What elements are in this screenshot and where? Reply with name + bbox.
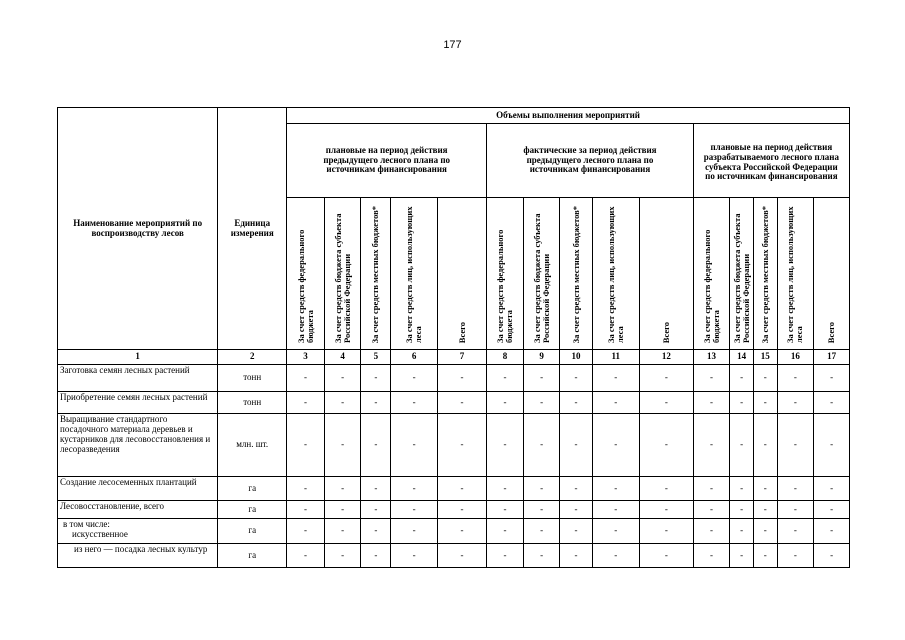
row-value: - bbox=[287, 544, 325, 568]
row-value: - bbox=[523, 501, 560, 519]
row-value: - bbox=[592, 501, 639, 519]
row-value: - bbox=[391, 414, 437, 477]
row-value: - bbox=[523, 414, 560, 477]
row-name-text: Приобретение семян лесных растений bbox=[60, 392, 208, 402]
column-number: 3 bbox=[287, 350, 325, 365]
page-number: 177 bbox=[443, 39, 462, 51]
column-number: 5 bbox=[361, 350, 391, 365]
row-value: - bbox=[777, 414, 814, 477]
row-value: - bbox=[730, 519, 754, 544]
row-value: - bbox=[639, 477, 693, 501]
row-value: - bbox=[592, 477, 639, 501]
header-source-regional: За счет средств бюджета субъекта Российской Федерации bbox=[531, 213, 551, 344]
row-value: - bbox=[523, 544, 560, 568]
row-value: - bbox=[639, 365, 693, 392]
header-volumes: Объемы выполнения мероприятий bbox=[287, 108, 850, 124]
row-value: - bbox=[287, 477, 325, 501]
row-value: - bbox=[361, 501, 391, 519]
row-value: - bbox=[730, 544, 754, 568]
row-value: - bbox=[560, 392, 592, 414]
header-source-regional: За счет средств бюджета субъекта Российской Федерации bbox=[332, 213, 352, 344]
row-value: - bbox=[437, 501, 486, 519]
row-value: - bbox=[777, 501, 814, 519]
row-value: - bbox=[730, 414, 754, 477]
row-value: - bbox=[777, 477, 814, 501]
row-value: - bbox=[730, 501, 754, 519]
reforestation-table bbox=[57, 107, 850, 568]
row-value: - bbox=[324, 392, 361, 414]
table-row bbox=[58, 392, 850, 414]
row-value: - bbox=[639, 519, 693, 544]
column-number: 8 bbox=[487, 350, 524, 365]
row-value: - bbox=[391, 477, 437, 501]
row-value: - bbox=[592, 414, 639, 477]
header-source-users: За счет средств лиц, использующих леса bbox=[404, 206, 424, 344]
row-value: - bbox=[361, 477, 391, 501]
row-value: - bbox=[361, 414, 391, 477]
row-value: - bbox=[753, 477, 777, 501]
header-source-federal: За счет средств федерального бюджета bbox=[495, 229, 514, 344]
column-number: 4 bbox=[324, 350, 361, 365]
row-name-text: из него — посадка лесных культур bbox=[74, 544, 208, 554]
row-value: - bbox=[777, 392, 814, 414]
row-value: - bbox=[777, 519, 814, 544]
row-name-text: Лесовосстановление, всего bbox=[60, 501, 165, 511]
header-group-actual-previous: фактические за период действия предыдущего лесного плана по источникам финансирования bbox=[487, 124, 694, 198]
row-value: - bbox=[437, 365, 486, 392]
column-number: 7 bbox=[437, 350, 486, 365]
header-source-federal: За счет средств федерального бюджета bbox=[701, 229, 721, 344]
table-row bbox=[58, 519, 850, 544]
row-name bbox=[58, 414, 218, 477]
row-value: - bbox=[523, 519, 560, 544]
row-value: - bbox=[391, 365, 437, 392]
row-unit: га bbox=[218, 519, 287, 544]
row-value: - bbox=[693, 365, 730, 392]
column-number: 2 bbox=[218, 350, 287, 365]
header-group-planned-current: плановые на период действия разрабатываемого лесного плана субъекта Российской Федерации по источникам финансирования bbox=[693, 124, 849, 198]
row-value: - bbox=[777, 365, 814, 392]
header-source-users: За счет средств лиц, использующих леса bbox=[605, 206, 625, 344]
row-value: - bbox=[560, 544, 592, 568]
row-name-text: Создание лесосеменных плантаций bbox=[60, 477, 197, 487]
row-value: - bbox=[287, 519, 325, 544]
row-value: - bbox=[753, 519, 777, 544]
row-value: - bbox=[324, 501, 361, 519]
row-value: - bbox=[693, 544, 730, 568]
header-source-total: Всего bbox=[456, 321, 467, 344]
header-source-users: За счет средств лиц, использующих леса bbox=[785, 206, 805, 344]
row-value: - bbox=[753, 501, 777, 519]
row-value: - bbox=[753, 365, 777, 392]
row-value: - bbox=[639, 414, 693, 477]
row-value: - bbox=[361, 392, 391, 414]
row-value: - bbox=[324, 414, 361, 477]
column-number: 10 bbox=[560, 350, 592, 365]
header-source-total: Всего bbox=[826, 321, 837, 344]
row-value: - bbox=[487, 365, 524, 392]
row-value: - bbox=[287, 392, 325, 414]
row-value: - bbox=[487, 414, 524, 477]
table-row bbox=[58, 414, 850, 477]
row-value: - bbox=[487, 477, 524, 501]
row-unit: млн. шт. bbox=[218, 414, 287, 477]
row-value: - bbox=[592, 544, 639, 568]
row-value: - bbox=[814, 365, 850, 392]
column-number: 6 bbox=[391, 350, 437, 365]
row-unit: тонн bbox=[218, 392, 287, 414]
column-number: 13 bbox=[693, 350, 730, 365]
row-value: - bbox=[560, 365, 592, 392]
row-value: - bbox=[487, 501, 524, 519]
row-value: - bbox=[437, 544, 486, 568]
row-value: - bbox=[324, 365, 361, 392]
row-value: - bbox=[592, 519, 639, 544]
row-value: - bbox=[814, 544, 850, 568]
row-value: - bbox=[814, 414, 850, 477]
row-value: - bbox=[814, 519, 850, 544]
row-value: - bbox=[437, 392, 486, 414]
row-value: - bbox=[693, 501, 730, 519]
table-row bbox=[58, 477, 850, 501]
header-source-regional: За счет средств бюджета субъекта Российской Федерации bbox=[731, 213, 751, 344]
column-number: 16 bbox=[777, 350, 814, 365]
row-value: - bbox=[730, 365, 754, 392]
column-number: 11 bbox=[592, 350, 639, 365]
row-value: - bbox=[391, 544, 437, 568]
row-value: - bbox=[437, 477, 486, 501]
header-name: Наименование мероприятий по воспроизводству лесов bbox=[58, 108, 218, 350]
row-name-line: в том числе: bbox=[63, 519, 110, 529]
table-row bbox=[58, 365, 850, 392]
column-number: 9 bbox=[523, 350, 560, 365]
row-value: - bbox=[814, 392, 850, 414]
header-source-local: За счет средств местных бюджетов* bbox=[370, 205, 381, 344]
row-value: - bbox=[639, 544, 693, 568]
row-value: - bbox=[361, 365, 391, 392]
row-value: - bbox=[753, 392, 777, 414]
row-value: - bbox=[437, 519, 486, 544]
row-value: - bbox=[324, 519, 361, 544]
table-row bbox=[58, 501, 850, 519]
row-name bbox=[58, 501, 218, 519]
row-value: - bbox=[361, 519, 391, 544]
header-unit: Единица измерения bbox=[218, 108, 287, 350]
table-row bbox=[58, 544, 850, 568]
row-value: - bbox=[693, 392, 730, 414]
row-value: - bbox=[287, 365, 325, 392]
row-value: - bbox=[753, 414, 777, 477]
row-value: - bbox=[437, 414, 486, 477]
row-value: - bbox=[287, 501, 325, 519]
row-value: - bbox=[730, 477, 754, 501]
row-value: - bbox=[693, 519, 730, 544]
row-value: - bbox=[592, 392, 639, 414]
column-number: 15 bbox=[753, 350, 777, 365]
row-value: - bbox=[639, 392, 693, 414]
row-name-subline: искусственное bbox=[72, 528, 128, 539]
row-value: - bbox=[693, 414, 730, 477]
row-name bbox=[58, 477, 218, 501]
row-value: - bbox=[777, 544, 814, 568]
row-value: - bbox=[814, 501, 850, 519]
row-value: - bbox=[560, 414, 592, 477]
row-name bbox=[58, 365, 218, 392]
header-source-local: За счет средств местных бюджетов* bbox=[759, 205, 770, 344]
row-unit: тонн bbox=[218, 365, 287, 392]
row-value: - bbox=[592, 365, 639, 392]
row-unit: га bbox=[218, 544, 287, 568]
header-source-total: Всего bbox=[660, 321, 671, 344]
header-source-local: За счет средств местных бюджетов* bbox=[570, 205, 581, 344]
row-unit: га bbox=[218, 477, 287, 501]
row-value: - bbox=[560, 477, 592, 501]
row-value: - bbox=[523, 392, 560, 414]
column-numbers-row bbox=[58, 350, 850, 365]
row-value: - bbox=[523, 477, 560, 501]
row-name-text: Заготовка семян лесных растений bbox=[60, 365, 190, 375]
row-value: - bbox=[324, 477, 361, 501]
row-value: - bbox=[814, 477, 850, 501]
header-group-planned-previous: плановые на период действия предыдущего лесного плана по источникам финансирования bbox=[287, 124, 487, 198]
row-value: - bbox=[361, 544, 391, 568]
column-number: 14 bbox=[730, 350, 754, 365]
column-number: 17 bbox=[814, 350, 850, 365]
row-value: - bbox=[523, 365, 560, 392]
column-number: 1 bbox=[58, 350, 218, 365]
row-unit: га bbox=[218, 501, 287, 519]
row-value: - bbox=[391, 501, 437, 519]
row-value: - bbox=[324, 544, 361, 568]
column-number: 12 bbox=[639, 350, 693, 365]
row-value: - bbox=[730, 392, 754, 414]
row-value: - bbox=[753, 544, 777, 568]
row-value: - bbox=[639, 501, 693, 519]
row-name bbox=[58, 544, 218, 568]
row-value: - bbox=[693, 477, 730, 501]
row-value: - bbox=[487, 544, 524, 568]
row-name bbox=[58, 392, 218, 414]
row-value: - bbox=[391, 392, 437, 414]
header-source-federal: За счет средств федерального бюджета bbox=[295, 229, 315, 344]
row-value: - bbox=[487, 392, 524, 414]
row-value: - bbox=[287, 414, 325, 477]
row-name bbox=[58, 519, 218, 544]
row-value: - bbox=[487, 519, 524, 544]
row-value: - bbox=[560, 501, 592, 519]
row-value: - bbox=[391, 519, 437, 544]
row-name-text: Выращивание стандартного посадочного материала деревьев и кустарников для лесовосстановления и лесоразведения bbox=[60, 414, 211, 454]
row-value: - bbox=[560, 519, 592, 544]
